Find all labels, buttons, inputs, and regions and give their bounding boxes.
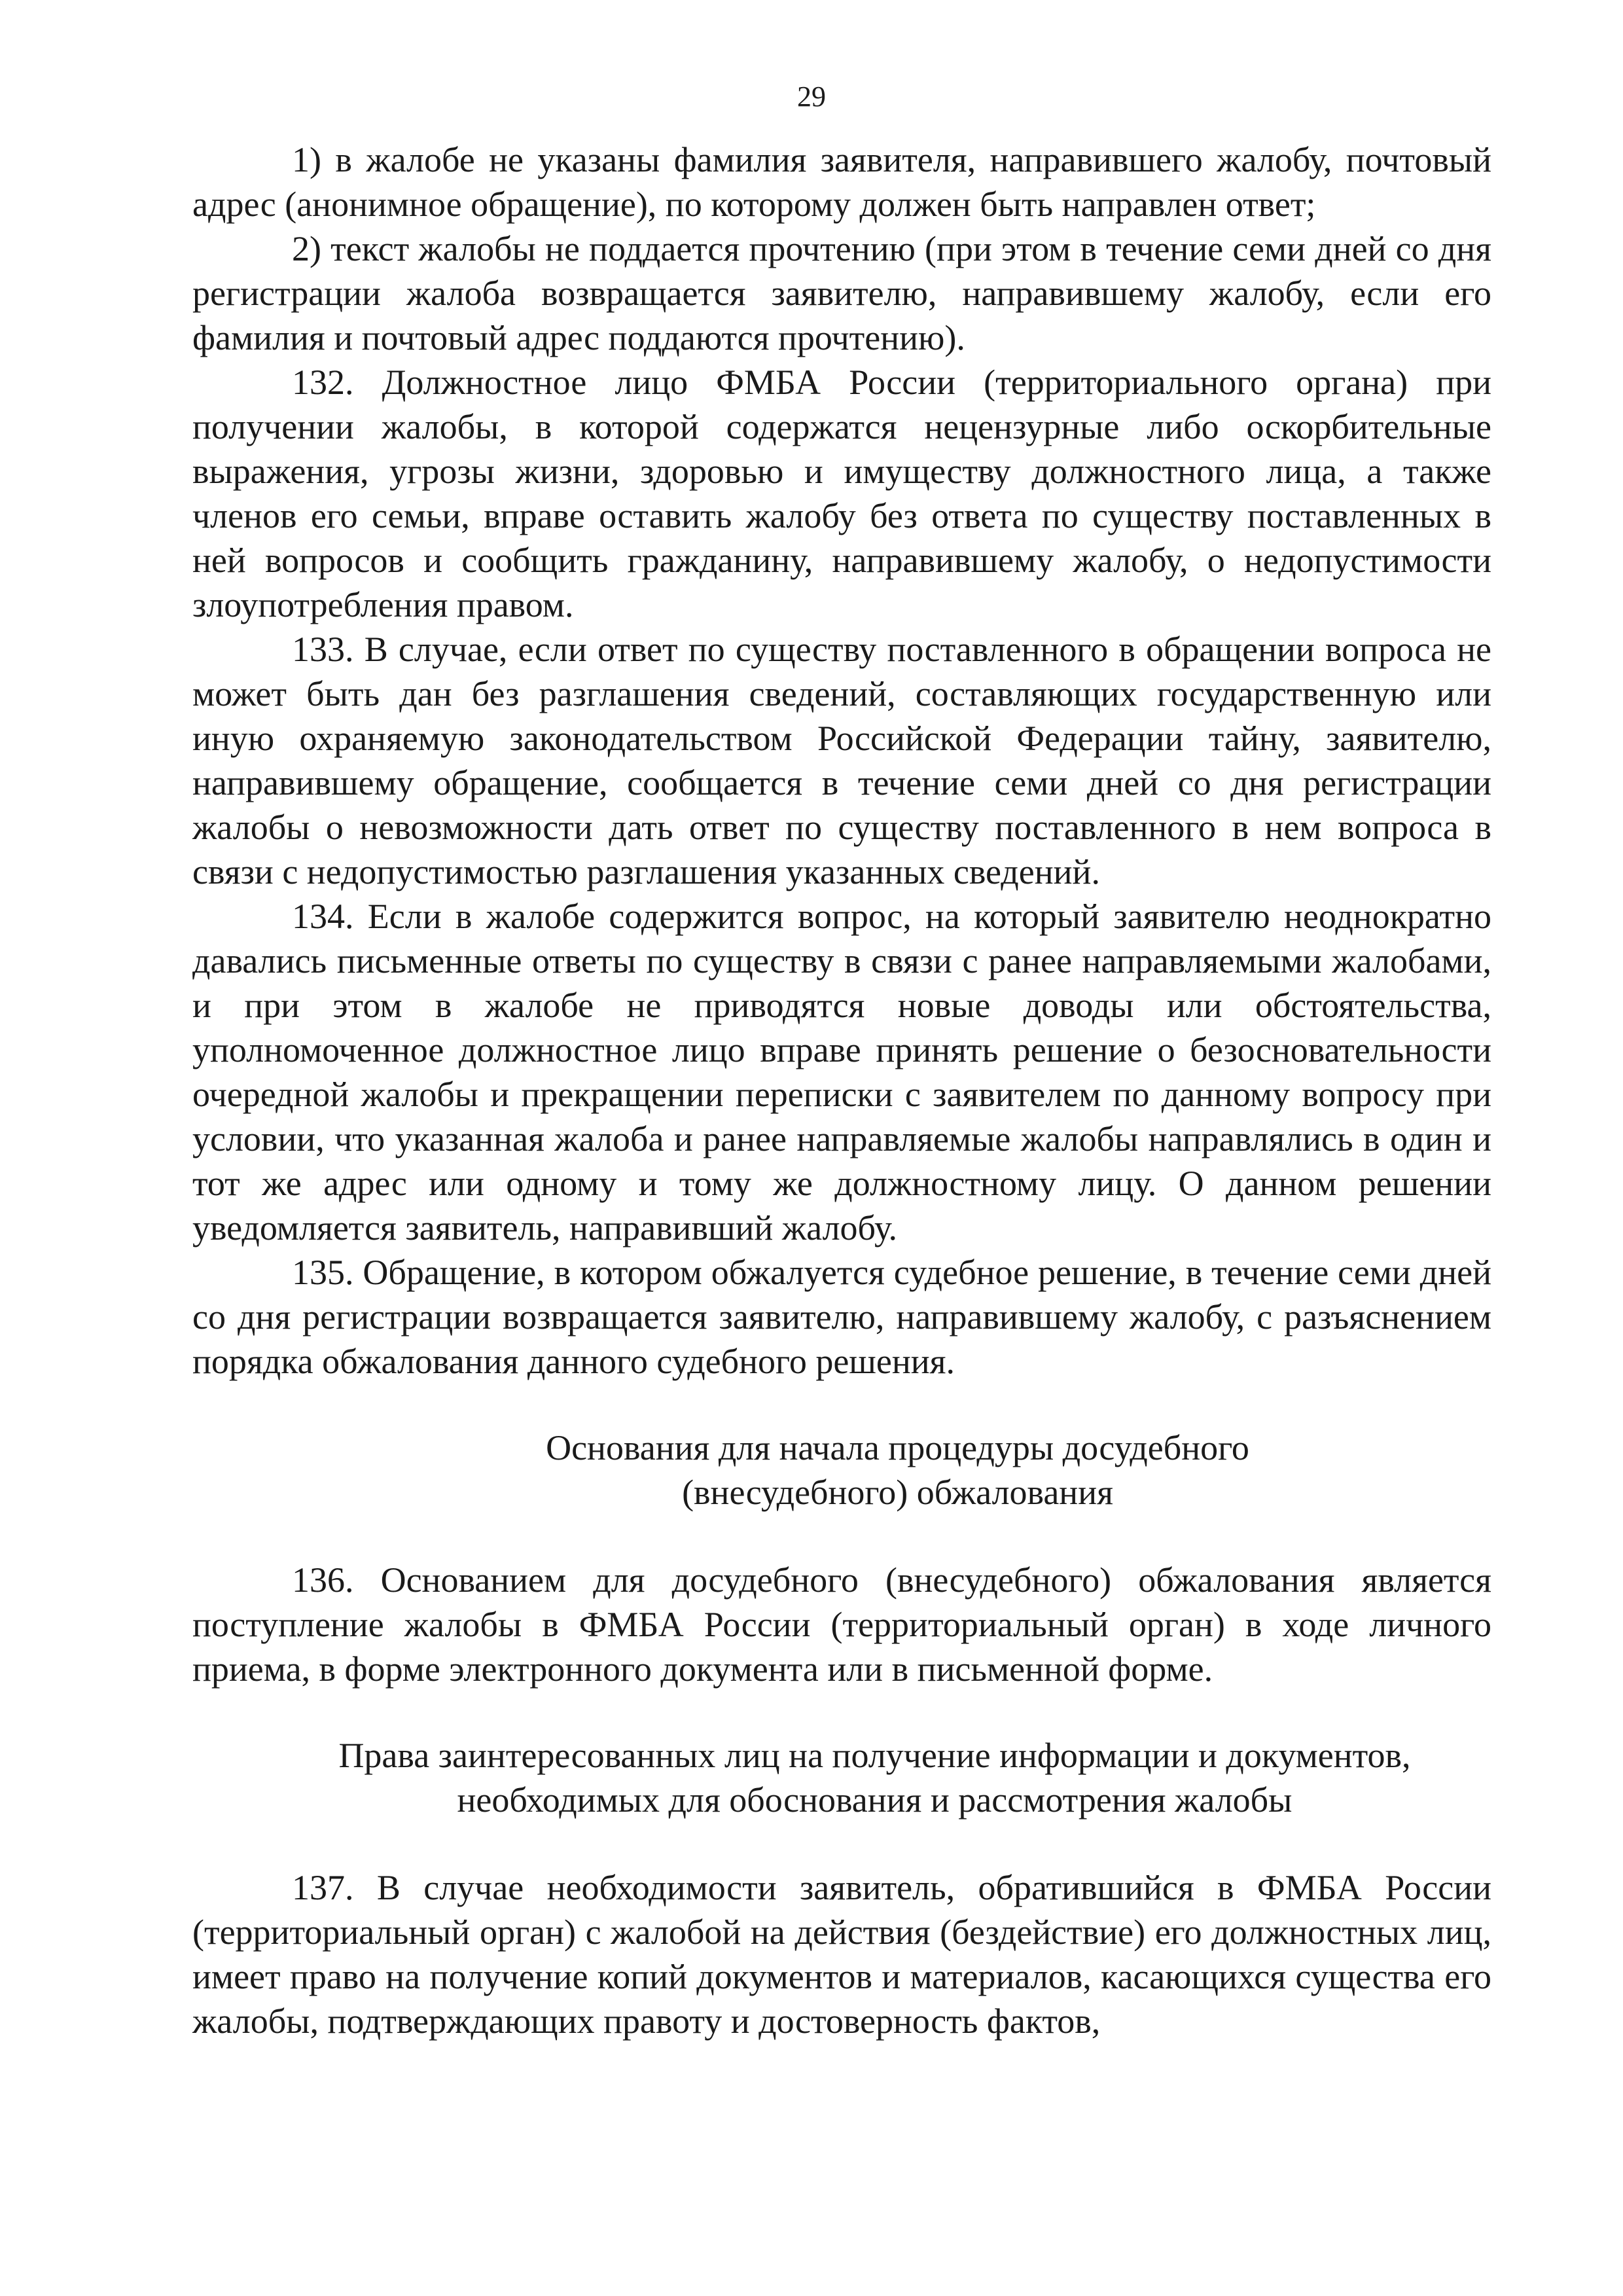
paragraph-item-2: 2) текст жалобы не поддается прочтению (при этом в течение семи дней со дня регистрации жалоба возвращается заявителю, направившему жалобу, если его фамилия и почтовый адрес поддаются прочтению).: [192, 229, 1491, 357]
heading-line: необходимых для обоснования и рассмотрения жалобы: [457, 1780, 1293, 1820]
section-heading-appeal-grounds: [192, 1426, 1491, 1515]
paragraph-132: 132. Должностное лицо ФМБА России (территориального органа) при получении жалобы, в которой содержатся нецензурные либо оскорбительные выражения, угрозы жизни, здоровью и имуществу должностного лица, а также членов его семьи, вправе оставить жалобу без ответа по существу поставленных в ней вопросов и сообщить гражданину, направившему жалобу, о недопустимости злоупотребления правом.: [192, 363, 1491, 624]
paragraph-136: 136. Основанием для досудебного (внесудебного) обжалования является поступление жалобы в ФМБА России (территориальный орган) в ходе личного приема, в форме электронного документа или в письменной форме.: [192, 1560, 1491, 1689]
heading-line: Права заинтересованных лиц на получение информации и документов,: [338, 1736, 1411, 1775]
paragraph-134: 134. Если в жалобе содержится вопрос, на который заявителю неоднократно давались письменные ответы по существу в связи с ранее направляемыми жалобами, и при этом в жалобе не приводятся новые доводы или обстоятельства, уполномоченное должностное лицо вправе принять решение о безосновательности очередной жалобы и прекращении переписки с заявителем по данному вопросу при условии, что указанная жалоба и ранее направляемые жалобы направлялись в один и тот же адрес или одному и тому же должностному лицу. О данном решении уведомляется заявитель, направивший жалобу.: [192, 897, 1491, 1247]
paragraph-137: 137. В случае необходимости заявитель, обратившийся в ФМБА России (территориальный орган) с жалобой на действия (бездействие) его должностных лиц, имеет право на получение копий документов и материалов, касающихся существа его жалобы, подтверждающих правоту и достоверность фактов,: [192, 1868, 1491, 2041]
paragraph-item-1: 1) в жалобе не указаны фамилия заявителя, направившего жалобу, почтовый адрес (анонимное обращение), по которому должен быть направлен ответ;: [192, 140, 1491, 224]
paragraph-135: 135. Обращение, в котором обжалуется судебное решение, в течение семи дней со дня регистрации возвращается заявителю, направившему жалобу, с разъяснением порядка обжалования данного судебного решения.: [192, 1253, 1491, 1381]
paragraph-133: 133. В случае, если ответ по существу поставленного в обращении вопроса не может быть дан без разглашения сведений, составляющих государственную или иную охраняемую законодательством Российской Федерации тайну, заявителю, направившему обращение, сообщается в течение семи дней со дня регистрации жалобы о невозможности дать ответ по существу поставленного в нем вопроса в связи с недопустимостью разглашения указанных сведений.: [192, 630, 1491, 891]
heading-line: Основания для начала процедуры досудебного: [546, 1428, 1249, 1467]
page-number: 29: [797, 81, 826, 113]
section-heading-rights-of-interested-persons: [192, 1733, 1491, 1822]
document-body: [192, 137, 1491, 2043]
heading-line: (внесудебного) обжалования: [682, 1473, 1113, 1512]
